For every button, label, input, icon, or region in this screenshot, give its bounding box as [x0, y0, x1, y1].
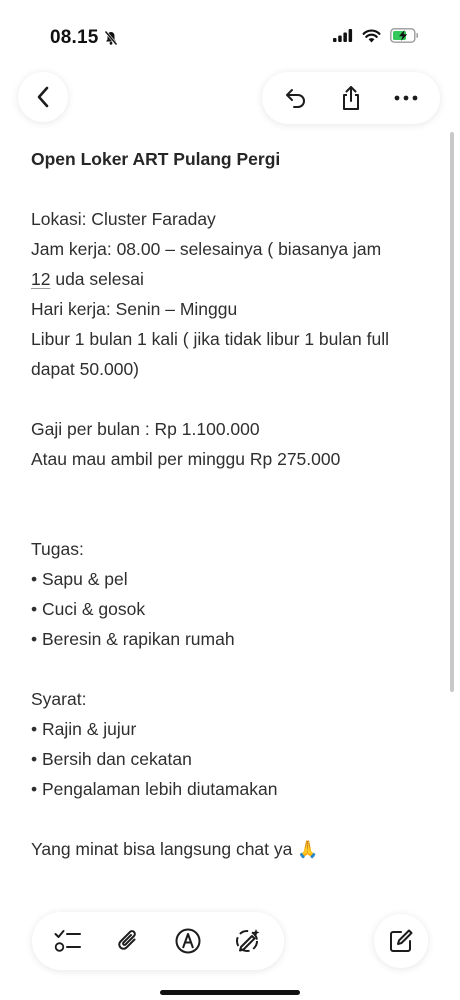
- blank-line: [31, 504, 443, 534]
- markup-button[interactable]: [163, 916, 213, 966]
- day-off-line: Libur 1 bulan 1 kali ( jika tidak libur 1 bulan full: [31, 329, 389, 349]
- note-title: Open Loker ART Pulang Pergi: [31, 149, 281, 169]
- magic-pen-button[interactable]: [223, 916, 273, 966]
- markup-pen-icon: [174, 927, 202, 955]
- list-item: • Sapu & pel: [31, 569, 128, 589]
- work-hours-rest: uda selesai: [50, 269, 144, 289]
- blank-line: [31, 654, 443, 684]
- blank-line: [31, 804, 443, 834]
- note-actions-toolbar: [262, 72, 440, 124]
- more-button[interactable]: [381, 73, 431, 123]
- work-hours-continued: [31, 264, 443, 294]
- bottom-toolbar: [32, 912, 284, 970]
- share-icon: [340, 85, 362, 111]
- bell-slash-icon: [103, 30, 119, 46]
- blank-line: [31, 174, 443, 204]
- hour-number: 12: [31, 269, 51, 289]
- paperclip-icon: [116, 927, 140, 955]
- status-bar: [0, 0, 460, 72]
- undo-icon: [284, 87, 308, 109]
- list-item: • Beresin & rapikan rumah: [31, 629, 235, 649]
- back-button[interactable]: [18, 72, 68, 122]
- work-hours-line: Jam kerja: 08.00 – selesainya ( biasanya jam: [31, 239, 382, 259]
- list-item: • Cuci & gosok: [31, 599, 146, 619]
- list-item: • Rajin & jujur: [31, 719, 137, 739]
- checklist-icon: [54, 928, 82, 954]
- requirements-heading: Syarat:: [31, 689, 87, 709]
- work-days-line: Hari kerja: Senin – Minggu: [31, 299, 238, 319]
- scrollbar[interactable]: [450, 132, 454, 692]
- day-off-continued: dapat 50.000): [31, 359, 140, 379]
- salary-monthly-line: Gaji per bulan : Rp 1.100.000: [31, 419, 260, 439]
- battery-charging-icon: [390, 28, 420, 43]
- checklist-button[interactable]: [43, 916, 93, 966]
- tasks-heading: Tugas:: [31, 539, 84, 559]
- compose-button[interactable]: [374, 914, 428, 968]
- location-line: Lokasi: Cluster Faraday: [31, 209, 216, 229]
- closing-line: [31, 834, 443, 865]
- blank-line: [31, 384, 443, 414]
- status-time: 08.15: [50, 27, 99, 48]
- chevron-left-icon: [36, 86, 50, 108]
- salary-weekly-line: Atau mau ambil per minggu Rp 275.000: [31, 449, 341, 469]
- wifi-icon: [362, 29, 381, 43]
- undo-button[interactable]: [271, 73, 321, 123]
- home-indicator[interactable]: [160, 990, 300, 995]
- ellipsis-icon: [394, 95, 418, 101]
- list-item: • Bersih dan cekatan: [31, 749, 192, 769]
- status-icons: [333, 28, 420, 43]
- list-item: • Pengalaman lebih diutamakan: [31, 779, 278, 799]
- note-body[interactable]: [31, 144, 443, 865]
- attachment-button[interactable]: [103, 916, 153, 966]
- compose-icon: [388, 928, 414, 954]
- blank-line: [31, 474, 443, 504]
- magic-pen-icon: [233, 926, 263, 956]
- pray-emoji: 🙏: [297, 840, 319, 859]
- signal-icon: [333, 29, 353, 42]
- share-button[interactable]: [326, 73, 376, 123]
- closing-text: Yang minat bisa langsung chat ya: [31, 839, 293, 859]
